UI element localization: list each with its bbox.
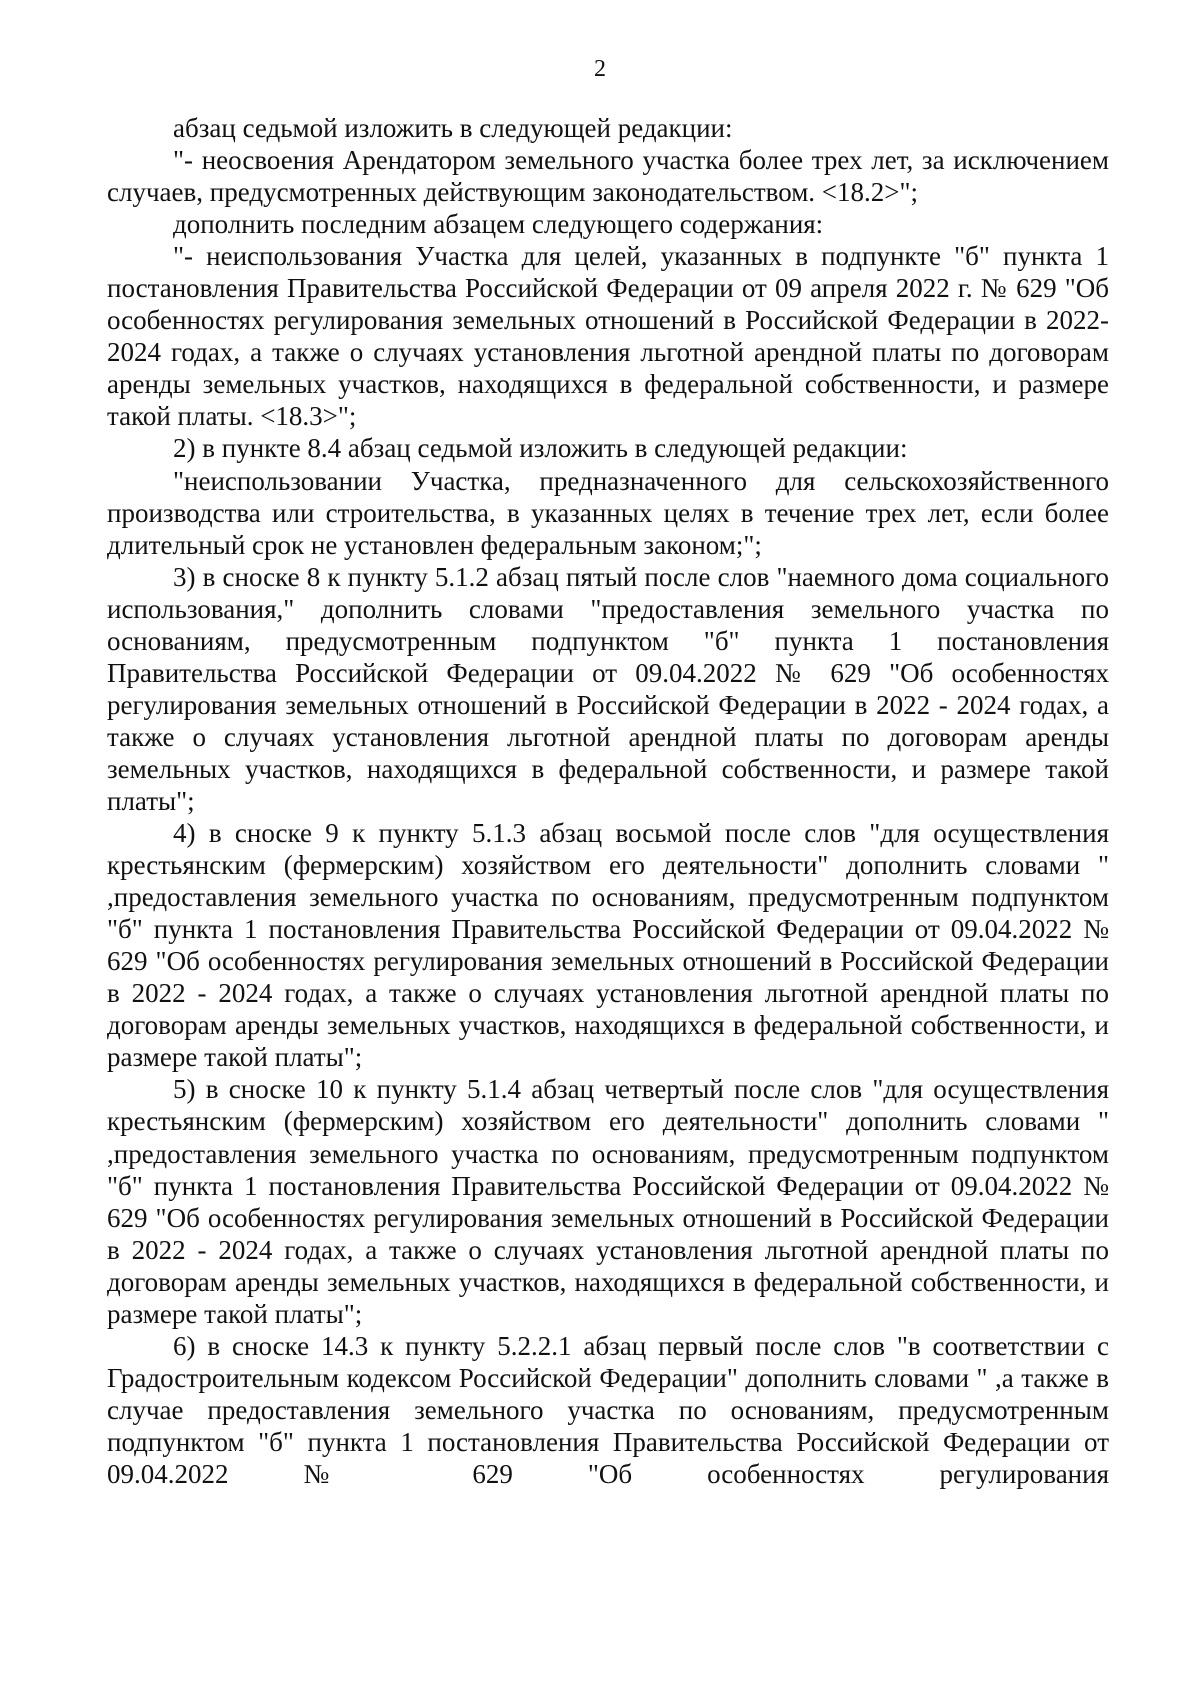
page-number: 2 [594,56,606,82]
paragraph-quote-neispolzovaniya: "- неиспользования Участка для целей, указанных в подпункте "б" пункта 1 постановления Правительства Российской Федерации от 09 апреля 2022 г. № 629 "Об особенностях регулирования земельных отношений в Российской Федерации в 2022-2024 годах, а также о случаях установления льготной арендной платы по договорам аренды земельных участков, находящихся в федеральной собственности, и размере такой платы. <18.3>"; [107,241,1109,432]
paragraph-item-5: 5) в сноске 10 к пункту 5.1.4 абзац четвертый после слов "для осуществления крестьянским (фермерским) хозяйством его деятельности" дополнить словами " ,предоставления земельного участка по основаниям, предусмотренным подпунктом "б" пункта 1 постановления Правительства Российской Федерации от 09.04.2022 № 629 "Об особенностях регулирования земельных отношений в Российской Федерации в 2022 - 2024 годах, а также о случаях установления льготной арендной платы по договорам аренды земельных участков, находящихся в федеральной собственности, и размере такой платы"; [107,1074,1109,1329]
paragraph-item-3: 3) в сноске 8 к пункту 5.1.2 абзац пятый после слов "наемного дома социального использования," дополнить словами "предоставления земельного участка по основаниям, предусмотренным подпунктом "б" пункта 1 постановления Правительства Российской Федерации от 09.04.2022 № 629 "Об особенностях регулирования земельных отношений в Российской Федерации в 2022 - 2024 годах, а также о случаях установления льготной арендной платы по договорам аренды земельных участков, находящихся в федеральной собственности, и размере такой платы"; [107,561,1109,816]
paragraph-intro-add-last: дополнить последним абзацем следующего содержания: [173,209,824,240]
paragraph-intro-seventh: абзац седьмой изложить в следующей редакции: [173,113,733,143]
paragraph-item-6: 6) в сноске 14.3 к пункту 5.2.2.1 абзац первый после слов "в соответствии с Градостроительным кодексом Российской Федерации" дополнить словами " ,а также в случае предоставления земельного участка по основаниям, предусмотренным подпунктом "б" пункта 1 постановления Правительства Российской Федерации от 09.04.2022 № 629 "Об особенностях регулирования [107,1330,1109,1489]
document-body [107,112,1109,1490]
paragraph-quote-neispolzovanii: "неиспользовании Участка, предназначенного для сельскохозяйственного производства или строительства, в указанных целях в течение трех лет, если более длительный срок не установлен федеральным законом;"; [107,465,1109,560]
paragraph-item-2: 2) в пункте 8.4 абзац седьмой изложить в следующей редакции: [173,433,908,464]
paragraph-quote-neosvoeniya: "- неосвоения Арендатором земельного участка более трех лет, за исключением случаев, предусмотренных действующим законодательством. <18.2>"; [107,145,1109,208]
paragraph-item-4: 4) в сноске 9 к пункту 5.1.3 абзац восьмой после слов "для осуществления крестьянским (фермерским) хозяйством его деятельности" дополнить словами " ,предоставления земельного участка по основаниям, предусмотренным подпунктом "б" пункта 1 постановления Правительства Российской Федерации от 09.04.2022 № 629 "Об особенностях регулирования земельных отношений в Российской Федерации в 2022 - 2024 годах, а также о случаях установления льготной арендной платы по договорам аренды земельных участков, находящихся в федеральной собственности, и размере такой платы"; [107,818,1109,1073]
